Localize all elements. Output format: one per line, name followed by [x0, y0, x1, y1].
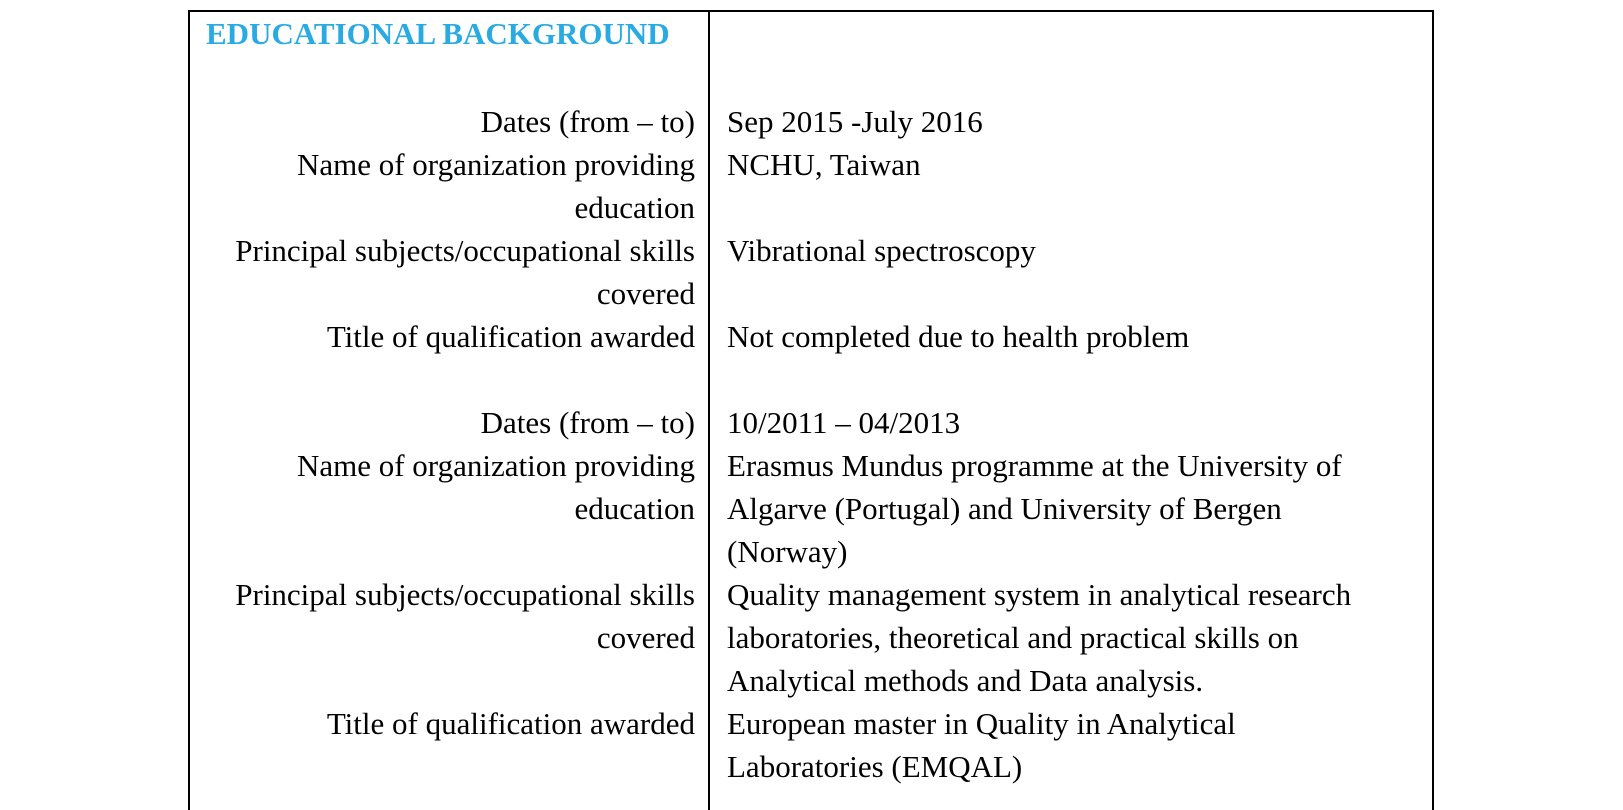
education-table — [188, 10, 1434, 810]
entry-spacer — [190, 358, 1432, 401]
qualification-value: Not completed due to health problem — [727, 319, 1190, 354]
qualification-value: European master in Quality in Analytical Laboratories (EMQAL) — [727, 706, 1236, 784]
entry-1-subjects-row — [190, 229, 1432, 315]
subjects-value: Quality management system in analytical research laboratories, theoretical and practical skills on Analytical methods and Data analysis. — [727, 577, 1352, 698]
entry-1-org-row — [190, 143, 1432, 229]
organization-label: Name of organization providing education — [296, 448, 695, 526]
entry-1-title-row — [190, 315, 1432, 358]
qualification-label: Title of qualification awarded — [326, 706, 695, 741]
subjects-value: Vibrational spectroscopy — [727, 233, 1036, 268]
dates-label: Dates (from – to) — [480, 104, 695, 139]
dates-value: Sep 2015 -July 2016 — [727, 104, 983, 139]
subjects-label: Principal subjects/occupational skills covered — [235, 577, 695, 655]
entry-2-org-row — [190, 444, 1432, 573]
section-heading: EDUCATIONAL BACKGROUND — [206, 16, 670, 51]
organization-label: Name of organization providing education — [296, 147, 695, 225]
organization-value: NCHU, Taiwan — [727, 147, 921, 182]
entry-2-dates-row — [190, 401, 1432, 444]
organization-value: Erasmus Mundus programme at the University of Algarve (Portugal) and University of Bergen (Norway) — [727, 448, 1342, 569]
dates-label: Dates (from – to) — [480, 405, 695, 440]
subjects-label: Principal subjects/occupational skills covered — [235, 233, 695, 311]
qualification-label: Title of qualification awarded — [326, 319, 695, 354]
entry-1-dates-row — [190, 100, 1432, 143]
entry-2-title-row — [190, 702, 1432, 788]
entry-2-subjects-row — [190, 573, 1432, 702]
education-entries — [190, 100, 1432, 788]
dates-value: 10/2011 – 04/2013 — [727, 405, 961, 440]
